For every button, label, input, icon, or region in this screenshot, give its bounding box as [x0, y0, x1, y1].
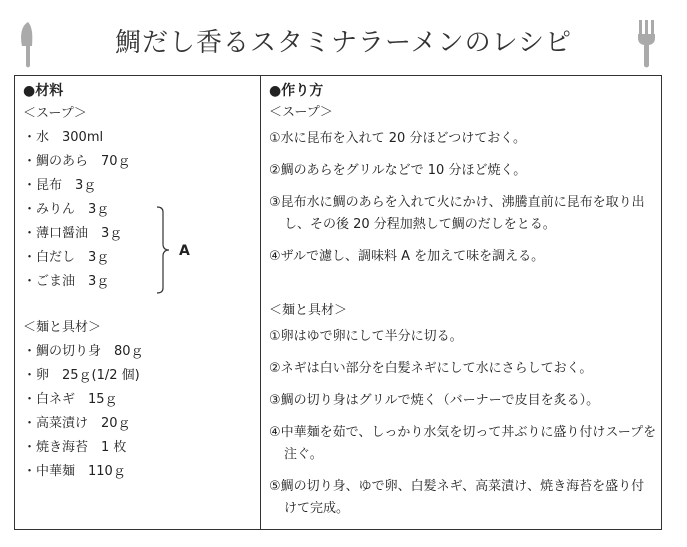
method-step: ④ザルで濾し、調味料 A を加えて味を調える。 [269, 249, 545, 264]
ingredient-item: ・卵 25ｇ(1/2 個) [23, 368, 140, 383]
column-divider [260, 76, 261, 529]
ingredients-column [23, 80, 259, 484]
soup-ingredients-title: ＜スープ＞ [23, 106, 87, 121]
method-step: ③鯛の切り身はグリルで焼く（バーナーで皮目を炙る）。 [269, 393, 600, 408]
ingredient-item: ・ごま油 3ｇ [23, 274, 110, 289]
ingredient-item: ・焼き海苔 1 枚 [23, 440, 127, 455]
ingredients-heading: ●材料 [23, 83, 64, 99]
fork-icon [636, 18, 660, 74]
method-step: ④中華麺を茹で、しっかり水気を切って丼ぶりに盛り付けスープを注ぐ。 [269, 425, 657, 462]
method-step: ①水に昆布を入れて 20 分ほどつけておく。 [269, 131, 526, 146]
noodle-method-title: ＜麺と具材＞ [269, 303, 348, 318]
method-step: ②ネギは白い部分を白髪ネギにして水にさらしておく。 [269, 361, 593, 376]
ingredient-item: ・白だし 3ｇ [23, 250, 110, 265]
ingredient-item: ・鯛の切り身 80ｇ [23, 344, 144, 359]
recipe-table [14, 75, 662, 530]
page-title: 鯛だし香るスタミナラーメンのレシピ [114, 28, 573, 58]
noodle-ingredients-title: ＜麺と具材＞ [23, 320, 102, 335]
ingredient-item: ・中華麺 110ｇ [23, 464, 126, 479]
group-label: A [179, 243, 190, 259]
ingredient-item: ・昆布 3ｇ [23, 178, 97, 193]
ingredient-item: ・白ネギ 15ｇ [23, 392, 118, 407]
soup-method-title: ＜スープ＞ [269, 105, 333, 120]
ingredient-item: ・高菜漬け 20ｇ [23, 416, 131, 431]
ingredient-item: ・みりん 3ｇ [23, 202, 110, 217]
method-column [269, 80, 657, 530]
method-step: ②鯛のあらをグリルなどで 10 分ほど焼く。 [269, 163, 527, 178]
method-step: ⑤鯛の切り身、ゆで卵、白髪ネギ、高菜漬け、焼き海苔を盛り付けて完成。 [269, 479, 645, 516]
ingredient-item: ・鯛のあら 70ｇ [23, 154, 131, 169]
ingredient-item: ・水 300ml [23, 130, 104, 145]
method-step: ③昆布水に鯛のあらを入れて火にかけ、沸騰直前に昆布を取り出し、その後 20 分程加熱して鯛のだしをとる。 [269, 195, 645, 232]
ingredient-item: ・薄口醤油 3ｇ [23, 226, 123, 241]
group-brace [155, 206, 171, 298]
method-step: ①卵はゆで卵にして半分に切る。 [269, 329, 463, 344]
method-heading: ●作り方 [269, 83, 324, 99]
